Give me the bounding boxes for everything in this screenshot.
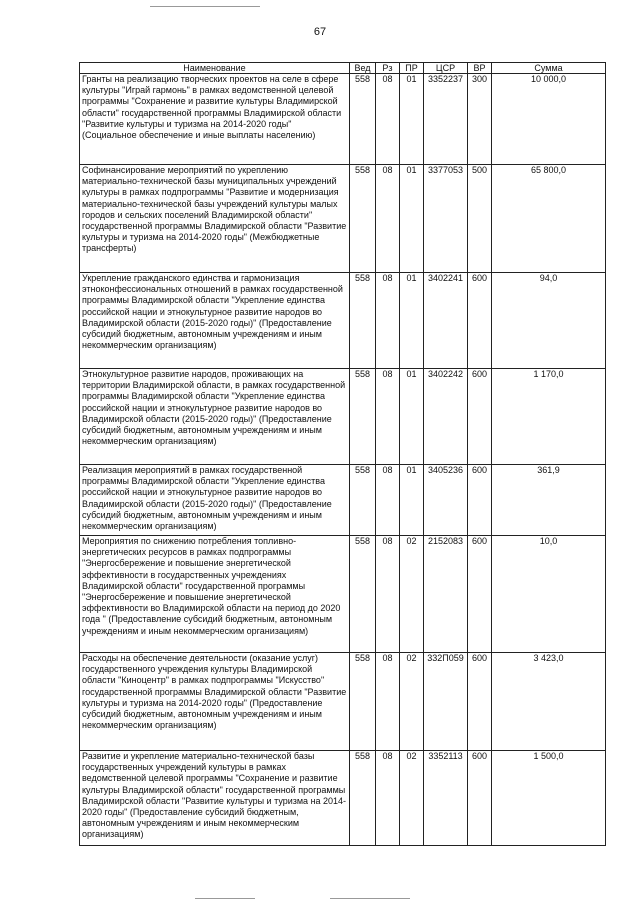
table-row bbox=[80, 751, 606, 846]
page-number: 67 bbox=[313, 26, 327, 38]
row-sum: 94,0 bbox=[492, 273, 606, 369]
row-vr: 600 bbox=[468, 273, 492, 369]
row-sum: 1 500,0 bbox=[492, 751, 606, 846]
row-pr: 01 bbox=[400, 74, 424, 165]
row-ved: 558 bbox=[350, 465, 376, 536]
row-ved: 558 bbox=[350, 653, 376, 751]
row-pr: 02 bbox=[400, 751, 424, 846]
table-row bbox=[80, 273, 606, 369]
row-ved: 558 bbox=[350, 369, 376, 465]
row-rz: 08 bbox=[376, 536, 400, 653]
row-pr: 02 bbox=[400, 653, 424, 751]
row-ved: 558 bbox=[350, 273, 376, 369]
header-sum: Сумма bbox=[492, 63, 606, 74]
row-csr: 3402241 bbox=[424, 273, 468, 369]
row-ved: 558 bbox=[350, 74, 376, 165]
scan-artifact-top bbox=[150, 6, 260, 7]
row-pr: 01 bbox=[400, 273, 424, 369]
row-pr: 02 bbox=[400, 536, 424, 653]
row-ved: 558 bbox=[350, 165, 376, 273]
row-rz: 08 bbox=[376, 369, 400, 465]
table-header-row bbox=[80, 63, 606, 74]
header-ved: Вед bbox=[350, 63, 376, 74]
header-pr: ПР bbox=[400, 63, 424, 74]
header-rz: Рз bbox=[376, 63, 400, 74]
row-sum: 10,0 bbox=[492, 536, 606, 653]
row-ved: 558 bbox=[350, 536, 376, 653]
row-sum: 361,9 bbox=[492, 465, 606, 536]
row-rz: 08 bbox=[376, 751, 400, 846]
row-ved: 558 bbox=[350, 751, 376, 846]
row-name: Мероприятия по снижению потребления топливно-энергетических ресурсов в рамках подпрограммы "Энергосбережение и повышение энергетической эффективности в государственных учреждениях Владимирской области" государственной программы "Энергосбережение и повышение энергетической эффективности во Владимирской области на период до 2020 года " (Предоставление субсидий бюджетным, автономным учреждениям и иным некоммерческим организациям) bbox=[80, 536, 350, 653]
row-name: Гранты на реализацию творческих проектов на селе в сфере культуры "Играй гармонь" в рамках ведомственной целевой программы "Сохранение и развитие культуры Владимирской области" государственной программы Владимирской области "Развитие культуры и туризма на 2014-2020 годы" (Социальное обеспечение и иные выплаты населению) bbox=[80, 74, 350, 165]
row-rz: 08 bbox=[376, 465, 400, 536]
row-csr: 3352113 bbox=[424, 751, 468, 846]
row-rz: 08 bbox=[376, 165, 400, 273]
scan-artifact-bottom-left bbox=[195, 898, 255, 899]
row-name: Развитие и укрепление материально-технической базы государственных учреждений культуры в рамках ведомственной целевой программы "Сохранение и развитие культуры Владимирской области" государственной программы Владимирской области "Развитие культуры и туризма на 2014-2020 годы" (Предоставление субсидий бюджетным, автономным учреждениям и иным некоммерческим организациям) bbox=[80, 751, 350, 846]
row-csr: 3377053 bbox=[424, 165, 468, 273]
row-name: Расходы на обеспечение деятельности (оказание услуг) государственного учреждения культуры Владимирской области "Киноцентр" в рамках подпрограммы "Искусство" государственной программы Владимирской области "Развитие культуры и туризма на 2014-2020 годы" (Предоставление субсидий бюджетным, автономным учреждениям и иным некоммерческим организациям) bbox=[80, 653, 350, 751]
table-row bbox=[80, 465, 606, 536]
row-vr: 500 bbox=[468, 165, 492, 273]
row-vr: 600 bbox=[468, 536, 492, 653]
header-csr: ЦСР bbox=[424, 63, 468, 74]
row-name: Софинансирование мероприятий по укреплению материально-технической базы муниципальных учреждений культуры в рамках подпрограммы "Развитие и модернизация материально-технической базы учреждений культуры малых городов и сельских поселений Владимирской области" государственной программы Владимирской области "Развитие культуры и туризма на 2014-2020 годы" (Межбюджетные трансферты) bbox=[80, 165, 350, 273]
header-vr: ВР bbox=[468, 63, 492, 74]
row-name: Укрепление гражданского единства и гармонизация этноконфессиональных отношений в рамках государственной программы Владимирской области "Укрепление единства российской нации и этнокультурное развитие народов во Владимирской области (2015-2020 годы)" (Предоставление субсидий бюджетным, автономным учреждениям и иным некоммерческим организациям) bbox=[80, 273, 350, 369]
row-csr: 2152083 bbox=[424, 536, 468, 653]
budget-table bbox=[79, 62, 606, 846]
row-pr: 01 bbox=[400, 465, 424, 536]
row-sum: 65 800,0 bbox=[492, 165, 606, 273]
row-vr: 600 bbox=[468, 465, 492, 536]
row-rz: 08 bbox=[376, 273, 400, 369]
row-rz: 08 bbox=[376, 653, 400, 751]
row-rz: 08 bbox=[376, 74, 400, 165]
table-row bbox=[80, 653, 606, 751]
table-row bbox=[80, 165, 606, 273]
row-vr: 300 bbox=[468, 74, 492, 165]
row-csr: 3405236 bbox=[424, 465, 468, 536]
row-vr: 600 bbox=[468, 653, 492, 751]
scan-artifact-bottom-right bbox=[330, 898, 410, 899]
row-csr: 332П059 bbox=[424, 653, 468, 751]
row-csr: 3352237 bbox=[424, 74, 468, 165]
table-row bbox=[80, 369, 606, 465]
row-sum: 10 000,0 bbox=[492, 74, 606, 165]
row-vr: 600 bbox=[468, 751, 492, 846]
table-row bbox=[80, 536, 606, 653]
header-name: Наименование bbox=[80, 63, 350, 74]
row-name: Этнокультурное развитие народов, проживающих на территории Владимирской области, в рамках государственной программы Владимирской области "Укрепление единства российской нации и этнокультурное развитие народов во Владимирской области (2015-2020 годы)" (Предоставление субсидий бюджетным, автономным учреждениям и иным некоммерческим организациям) bbox=[80, 369, 350, 465]
row-pr: 01 bbox=[400, 165, 424, 273]
table-row bbox=[80, 74, 606, 165]
row-sum: 1 170,0 bbox=[492, 369, 606, 465]
row-vr: 600 bbox=[468, 369, 492, 465]
row-sum: 3 423,0 bbox=[492, 653, 606, 751]
row-pr: 01 bbox=[400, 369, 424, 465]
row-name: Реализация мероприятий в рамках государственной программы Владимирской области "Укрепление единства российской нации и этнокультурное развитие народов во Владимирской области (2015-2020 годы)" (Предоставление субсидий бюджетным, автономным учреждениям и иным некоммерческим организациям) bbox=[80, 465, 350, 536]
row-csr: 3402242 bbox=[424, 369, 468, 465]
